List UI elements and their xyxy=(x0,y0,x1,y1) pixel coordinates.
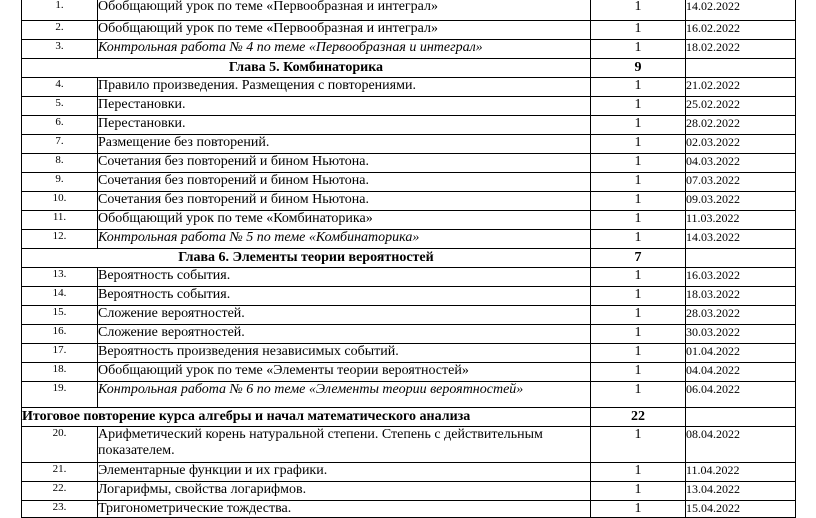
lesson-topic: Перестановки. xyxy=(98,97,591,116)
lesson-date: 07.03.2022 xyxy=(686,173,796,192)
lesson-date: 28.03.2022 xyxy=(686,306,796,325)
lesson-row xyxy=(22,463,796,482)
lesson-hours: 1 xyxy=(591,363,686,382)
lesson-number: 5. xyxy=(22,97,98,116)
lesson-date: 28.02.2022 xyxy=(686,116,796,135)
lesson-row xyxy=(22,325,796,344)
lesson-hours: 1 xyxy=(591,211,686,230)
lesson-topic: Вероятность произведения независимых событий. xyxy=(98,344,591,363)
lesson-number: 3. xyxy=(22,40,98,59)
chapter-hours: 7 xyxy=(591,249,686,268)
lesson-row xyxy=(22,230,796,249)
lesson-hours: 1 xyxy=(591,501,686,518)
lesson-number: 17. xyxy=(22,344,98,363)
lesson-number: 23. xyxy=(22,501,98,518)
lesson-row xyxy=(22,382,796,408)
lesson-number: 4. xyxy=(22,78,98,97)
lesson-number: 12. xyxy=(22,230,98,249)
lesson-row xyxy=(22,427,796,463)
lesson-row xyxy=(22,154,796,173)
chapter-title: Глава 5. Комбинаторика xyxy=(22,59,591,78)
lesson-date: 06.04.2022 xyxy=(686,382,796,408)
lesson-topic: Сложение вероятностей. xyxy=(98,325,591,344)
lesson-number: 15. xyxy=(22,306,98,325)
lesson-hours: 1 xyxy=(591,427,686,463)
lesson-row xyxy=(22,192,796,211)
lesson-hours: 1 xyxy=(591,192,686,211)
lesson-hours: 1 xyxy=(591,173,686,192)
lesson-number: 13. xyxy=(22,268,98,287)
lesson-row xyxy=(22,211,796,230)
lesson-number: 21. xyxy=(22,463,98,482)
lesson-topic: Обобщающий урок по теме «Элементы теории вероятностей» xyxy=(98,363,591,382)
chapter-title: Глава 6. Элементы теории вероятностей xyxy=(22,249,591,268)
lesson-row xyxy=(22,287,796,306)
lesson-date: 13.04.2022 xyxy=(686,482,796,501)
lesson-date: 11.03.2022 xyxy=(686,211,796,230)
lesson-hours: 1 xyxy=(591,344,686,363)
lesson-hours: 1 xyxy=(591,135,686,154)
lesson-row xyxy=(22,97,796,116)
lesson-topic: Вероятность события. xyxy=(98,268,591,287)
chapter-title: Итоговое повторение курса алгебры и начал математического анализа xyxy=(22,408,591,427)
lesson-topic: Обобщающий урок по теме «Комбинаторика» xyxy=(98,211,591,230)
lesson-number: 11. xyxy=(22,211,98,230)
lesson-date: 11.04.2022 xyxy=(686,463,796,482)
lesson-topic: Арифметический корень натуральной степени. Степень с действительным показателем. xyxy=(98,427,591,463)
lesson-number: 22. xyxy=(22,482,98,501)
lesson-date: 04.04.2022 xyxy=(686,363,796,382)
lesson-date: 09.03.2022 xyxy=(686,192,796,211)
chapter-row xyxy=(22,408,796,427)
lesson-row xyxy=(22,363,796,382)
lesson-number: 2. xyxy=(22,21,98,40)
lesson-number: 16. xyxy=(22,325,98,344)
chapter-hours: 9 xyxy=(591,59,686,78)
lesson-topic: Сочетания без повторений и бином Ньютона. xyxy=(98,192,591,211)
lesson-number: 19. xyxy=(22,382,98,408)
lesson-topic: Перестановки. xyxy=(98,116,591,135)
lesson-topic: Логарифмы, свойства логарифмов. xyxy=(98,482,591,501)
lesson-hours: 1 xyxy=(591,230,686,249)
lesson-row xyxy=(22,0,796,21)
lesson-hours: 1 xyxy=(591,325,686,344)
lesson-topic: Сложение вероятностей. xyxy=(98,306,591,325)
lesson-topic: Сочетания без повторений и бином Ньютона. xyxy=(98,173,591,192)
lesson-row xyxy=(22,116,796,135)
chapter-row xyxy=(22,249,796,268)
lesson-row xyxy=(22,501,796,518)
lesson-row xyxy=(22,344,796,363)
lesson-row xyxy=(22,173,796,192)
lesson-date: 18.02.2022 xyxy=(686,40,796,59)
lesson-date: 14.02.2022 xyxy=(686,0,796,21)
lesson-hours: 1 xyxy=(591,0,686,21)
lesson-row xyxy=(22,135,796,154)
lesson-row xyxy=(22,306,796,325)
lesson-topic: Тригонометрические тождества. xyxy=(98,501,591,518)
lesson-date: 25.02.2022 xyxy=(686,97,796,116)
lesson-row xyxy=(22,482,796,501)
lesson-date: 30.03.2022 xyxy=(686,325,796,344)
lesson-date: 08.04.2022 xyxy=(686,427,796,463)
lesson-row xyxy=(22,21,796,40)
lesson-number: 9. xyxy=(22,173,98,192)
chapter-hours: 22 xyxy=(591,408,686,427)
lesson-hours: 1 xyxy=(591,21,686,40)
lesson-hours: 1 xyxy=(591,97,686,116)
lesson-row xyxy=(22,78,796,97)
lesson-number: 7. xyxy=(22,135,98,154)
lesson-date: 15.04.2022 xyxy=(686,501,796,518)
lesson-number: 8. xyxy=(22,154,98,173)
chapter-date-cell xyxy=(686,59,796,78)
lesson-date: 16.02.2022 xyxy=(686,21,796,40)
lesson-topic: Контрольная работа № 6 по теме «Элементы теории вероятностей» xyxy=(98,382,591,408)
lesson-row xyxy=(22,268,796,287)
lesson-number: 1. xyxy=(22,0,98,21)
lesson-number: 18. xyxy=(22,363,98,382)
lesson-date: 02.03.2022 xyxy=(686,135,796,154)
lesson-hours: 1 xyxy=(591,154,686,173)
lesson-date: 18.03.2022 xyxy=(686,287,796,306)
lesson-date: 14.03.2022 xyxy=(686,230,796,249)
lesson-plan-table xyxy=(21,0,796,518)
lesson-topic: Элементарные функции и их графики. xyxy=(98,463,591,482)
lesson-topic: Обобщающий урок по теме «Первообразная и интеграл» xyxy=(98,0,591,21)
lesson-hours: 1 xyxy=(591,382,686,408)
lesson-number: 10. xyxy=(22,192,98,211)
lesson-hours: 1 xyxy=(591,482,686,501)
lesson-hours: 1 xyxy=(591,463,686,482)
lesson-topic: Размещение без повторений. xyxy=(98,135,591,154)
lesson-topic: Обобщающий урок по теме «Первообразная и интеграл» xyxy=(98,21,591,40)
lesson-hours: 1 xyxy=(591,268,686,287)
lesson-topic: Контрольная работа № 5 по теме «Комбинаторика» xyxy=(98,230,591,249)
lesson-topic: Контрольная работа № 4 по теме «Первообразная и интеграл» xyxy=(98,40,591,59)
chapter-date-cell xyxy=(686,249,796,268)
lesson-row xyxy=(22,40,796,59)
lesson-number: 6. xyxy=(22,116,98,135)
lesson-topic: Сочетания без повторений и бином Ньютона. xyxy=(98,154,591,173)
lesson-hours: 1 xyxy=(591,78,686,97)
lesson-date: 21.02.2022 xyxy=(686,78,796,97)
lesson-hours: 1 xyxy=(591,40,686,59)
lesson-topic: Правило произведения. Размещения с повторениями. xyxy=(98,78,591,97)
lesson-hours: 1 xyxy=(591,116,686,135)
lesson-date: 04.03.2022 xyxy=(686,154,796,173)
lesson-date: 01.04.2022 xyxy=(686,344,796,363)
lesson-number: 14. xyxy=(22,287,98,306)
lesson-topic: Вероятность события. xyxy=(98,287,591,306)
lesson-date: 16.03.2022 xyxy=(686,268,796,287)
lesson-number: 20. xyxy=(22,427,98,463)
chapter-row xyxy=(22,59,796,78)
chapter-date-cell xyxy=(686,408,796,427)
lesson-hours: 1 xyxy=(591,306,686,325)
lesson-hours: 1 xyxy=(591,287,686,306)
